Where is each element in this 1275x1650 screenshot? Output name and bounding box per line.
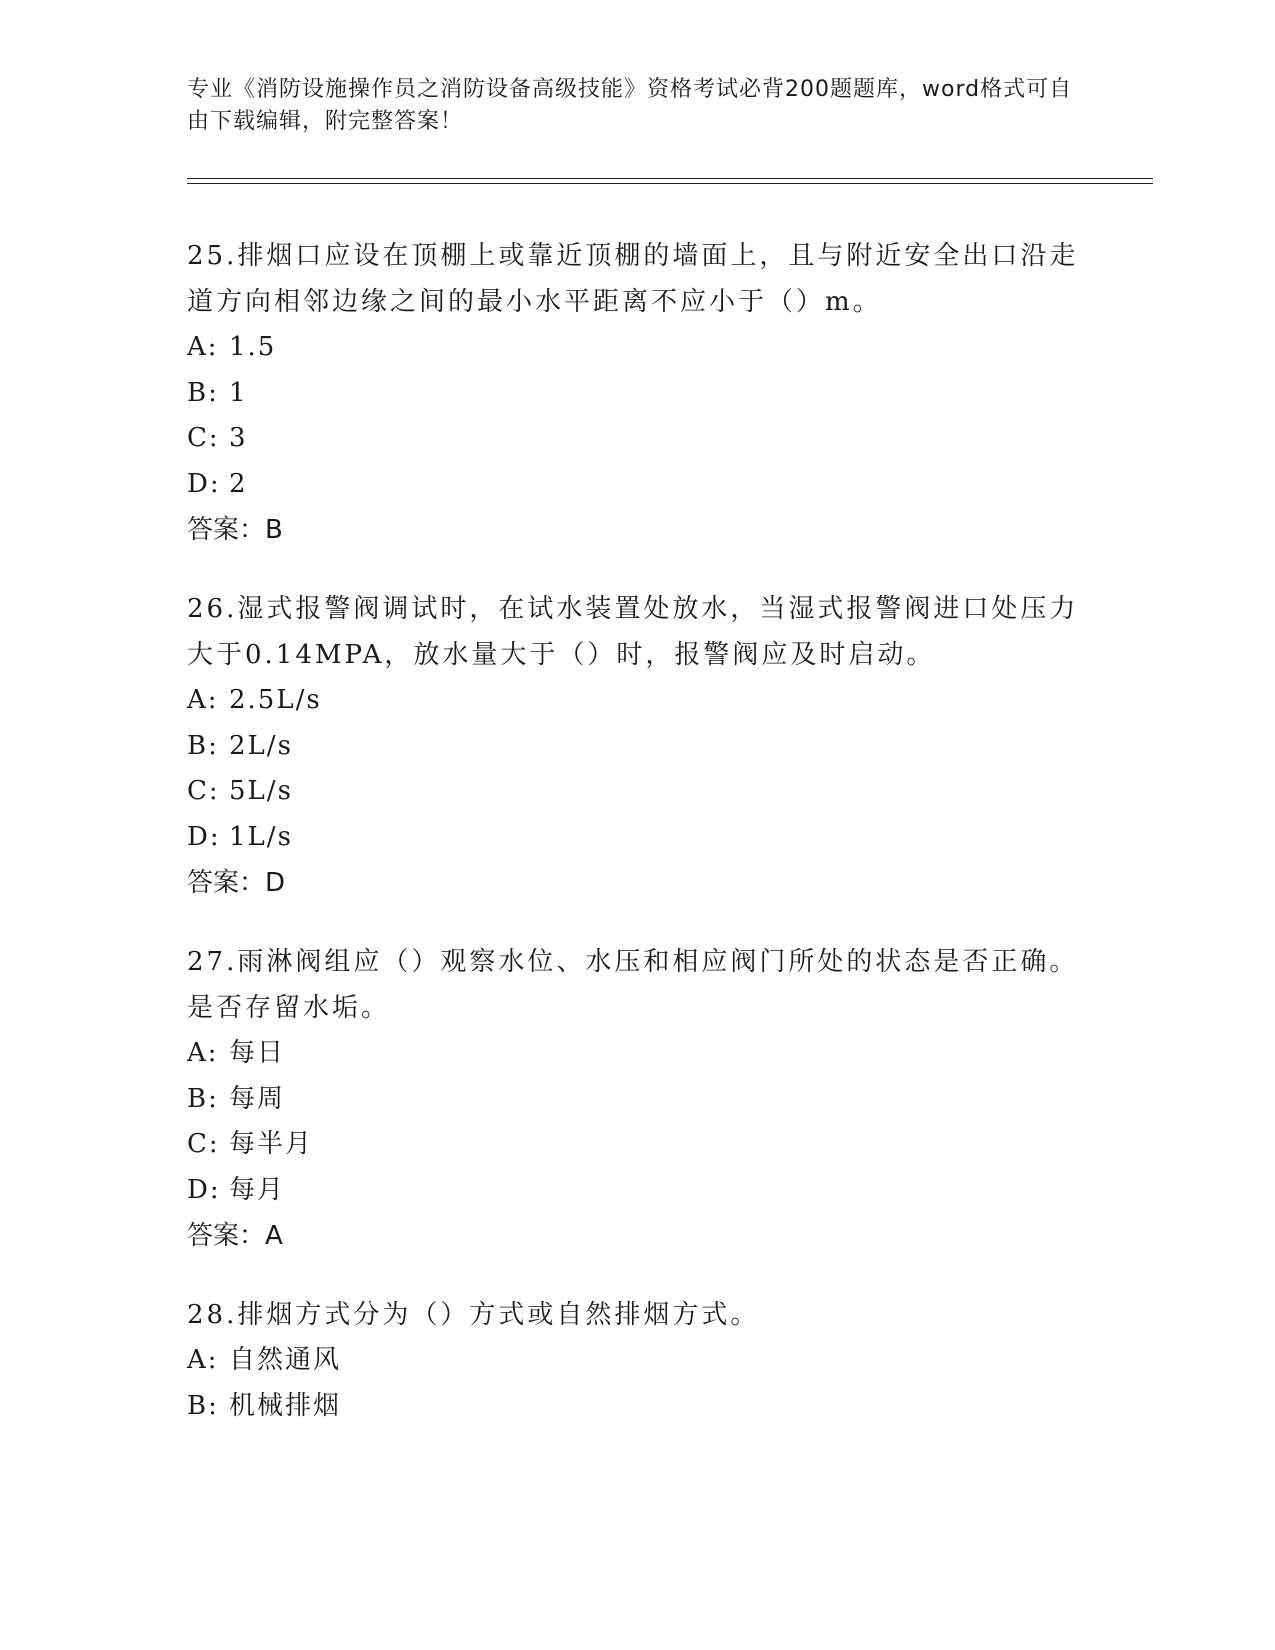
question-list <box>187 233 1087 1462</box>
option-c <box>187 416 1087 462</box>
option-text: 每月 <box>229 1174 286 1205</box>
option-b <box>187 1077 1087 1123</box>
option-text: 每周 <box>229 1083 286 1114</box>
question-28 <box>187 1292 1087 1429</box>
option-d <box>187 1168 1087 1214</box>
option-b <box>187 724 1087 770</box>
option-b <box>187 371 1087 417</box>
option-c <box>187 1122 1087 1168</box>
option-text: 2.5L/s <box>229 685 322 715</box>
option-key: A: <box>187 1345 219 1375</box>
option-key: B: <box>187 730 219 761</box>
option-text: 1 <box>229 377 248 408</box>
option-key: C: <box>187 1129 220 1159</box>
header-divider-bottom <box>187 183 1153 184</box>
option-d <box>187 815 1087 861</box>
option-a <box>187 678 1087 724</box>
option-key: B: <box>187 1083 219 1114</box>
option-text: 每半月 <box>229 1129 314 1159</box>
option-a <box>187 1031 1087 1077</box>
option-key: C: <box>187 776 220 806</box>
answer-line: 答案：D <box>187 868 286 898</box>
question-stem: 28.排烟方式分为（）方式或自然排烟方式。 <box>187 1300 760 1330</box>
option-text: 2 <box>229 468 248 499</box>
option-d <box>187 462 1087 508</box>
question-27 <box>187 939 1087 1259</box>
option-key: A: <box>187 332 219 362</box>
option-key: A: <box>187 685 219 715</box>
option-text: 2L/s <box>229 730 293 761</box>
option-text: 每日 <box>229 1038 286 1068</box>
answer-line: 答案：A <box>187 1221 283 1251</box>
option-text: 1L/s <box>229 821 293 852</box>
option-text: 3 <box>229 423 248 453</box>
option-key: D: <box>187 468 221 499</box>
option-key: B: <box>187 377 219 408</box>
option-a <box>187 1338 1087 1384</box>
question-stem: 26.湿式报警阀调试时，在试水装置处放水，当湿式报警阀进口处压力大于0.14MPA，放水量大于（）时，报警阀应及时启动。 <box>187 594 1079 670</box>
option-key: D: <box>187 821 221 852</box>
option-text: 机械排烟 <box>229 1390 342 1421</box>
option-text: 1.5 <box>229 332 277 362</box>
question-stem: 27.雨淋阀组应（）观察水位、水压和相应阀门所处的状态是否正确。是否存留水垢。 <box>187 947 1079 1023</box>
option-b <box>187 1384 1087 1430</box>
question-26 <box>187 586 1087 906</box>
option-a <box>187 325 1087 371</box>
option-key: A: <box>187 1038 219 1068</box>
answer-line: 答案：B <box>187 515 283 545</box>
option-text: 自然通风 <box>229 1345 342 1375</box>
document-intro: 专业《消防设施操作员之消防设备高级技能》资格考试必背200题题库，word格式可自由下载编辑，附完整答案！ <box>187 77 1073 134</box>
option-text: 5L/s <box>229 776 293 806</box>
option-key: C: <box>187 423 220 453</box>
header-divider-top <box>187 178 1153 179</box>
question-stem: 25.排烟口应设在顶棚上或靠近顶棚的墙面上，且与附近安全出口沿走道方向相邻边缘之间的最小水平距离不应小于（）m。 <box>187 241 1079 317</box>
option-key: D: <box>187 1174 221 1205</box>
option-c <box>187 769 1087 815</box>
question-25 <box>187 233 1087 553</box>
option-key: B: <box>187 1390 219 1421</box>
